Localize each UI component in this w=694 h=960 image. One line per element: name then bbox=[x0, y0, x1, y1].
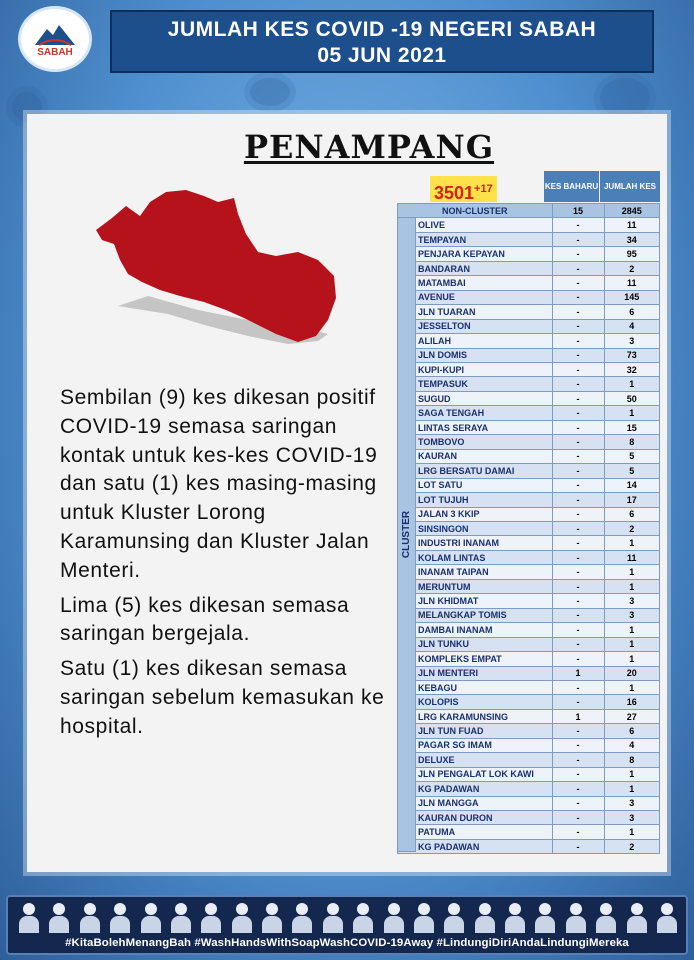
kes-baharu: - bbox=[552, 478, 604, 492]
table-row bbox=[398, 709, 660, 723]
kes-baharu: - bbox=[552, 334, 604, 348]
jumlah-kes: 1 bbox=[604, 637, 659, 651]
table-row bbox=[398, 406, 660, 420]
table-row bbox=[398, 695, 660, 709]
cluster-name: ALILAH bbox=[398, 334, 553, 348]
cluster-name: JLN PENGALAT LOK KAWI bbox=[398, 767, 553, 781]
cluster-name: PAGAR SG IMAM bbox=[398, 738, 553, 752]
cluster-name: JLN MANGGA bbox=[398, 796, 553, 810]
cluster-name: INANAM TAIPAN bbox=[398, 565, 553, 579]
frontliner-icon bbox=[352, 901, 374, 933]
jumlah-kes: 8 bbox=[604, 435, 659, 449]
table-row bbox=[398, 521, 660, 535]
cluster-name: KAURAN DURON bbox=[398, 811, 553, 825]
table-row bbox=[398, 218, 660, 232]
frontliner-icon bbox=[48, 901, 70, 933]
kes-baharu: - bbox=[552, 305, 604, 319]
district-map bbox=[88, 186, 348, 356]
jumlah-kes: 3 bbox=[604, 594, 659, 608]
frontliner-icon bbox=[231, 901, 253, 933]
table-row bbox=[398, 420, 660, 434]
table-row bbox=[398, 652, 660, 666]
table-row bbox=[398, 276, 660, 290]
table-row bbox=[398, 666, 660, 680]
cluster-name: KOLOPIS bbox=[398, 695, 553, 709]
jumlah-kes: 2 bbox=[604, 261, 659, 275]
jumlah-kes: 1 bbox=[604, 652, 659, 666]
frontliner-icon bbox=[109, 901, 131, 933]
kes-baharu: - bbox=[552, 218, 604, 232]
table-row bbox=[398, 753, 660, 767]
jumlah-kes: 145 bbox=[604, 290, 659, 304]
table-row bbox=[398, 261, 660, 275]
kes-baharu: - bbox=[552, 247, 604, 261]
frontliner-icon bbox=[534, 901, 556, 933]
kes-baharu: - bbox=[552, 724, 604, 738]
total-count: 3501 bbox=[434, 183, 475, 203]
cluster-name: MERUNTUM bbox=[398, 579, 553, 593]
jumlah-kes: 11 bbox=[604, 218, 659, 232]
table-row bbox=[398, 738, 660, 752]
frontliner-icon bbox=[18, 901, 40, 933]
cluster-name: NON-CLUSTER bbox=[398, 204, 553, 218]
mountain-logo-icon bbox=[33, 21, 77, 49]
jumlah-kes: 3 bbox=[604, 811, 659, 825]
jumlah-kes: 2 bbox=[604, 521, 659, 535]
jumlah-kes: 6 bbox=[604, 305, 659, 319]
case-description bbox=[60, 384, 390, 748]
kes-baharu: - bbox=[552, 276, 604, 290]
kes-baharu: - bbox=[552, 420, 604, 434]
table-row bbox=[398, 319, 660, 333]
cluster-side-label bbox=[397, 217, 416, 852]
cluster-name: JALAN 3 KKIP bbox=[398, 507, 553, 521]
cluster-label-text: CLUSTER bbox=[401, 510, 413, 559]
kes-baharu: - bbox=[552, 637, 604, 651]
table-row bbox=[398, 825, 660, 839]
jumlah-kes: 1 bbox=[604, 623, 659, 637]
frontliner-icon bbox=[140, 901, 162, 933]
cluster-name: JLN TUN FUAD bbox=[398, 724, 553, 738]
description-paragraph: Lima (5) kes dikesan semasa saringan bergejala. bbox=[60, 593, 350, 646]
hashtags: #KitaBolehMenangBah #WashHandsWithSoapWashCOVID-19Away #LindungiDiriAndaLindungiMereka bbox=[65, 937, 629, 949]
jumlah-kes: 1 bbox=[604, 579, 659, 593]
kes-baharu: - bbox=[552, 232, 604, 246]
kes-baharu: - bbox=[552, 579, 604, 593]
frontliner-icon bbox=[291, 901, 313, 933]
frontliner-icon bbox=[79, 901, 101, 933]
table-row bbox=[398, 796, 660, 810]
frontliner-icon bbox=[443, 901, 465, 933]
cluster-name: KUPI-KUPI bbox=[398, 362, 553, 376]
header-kes-baharu: KES BAHARU bbox=[544, 171, 599, 202]
jumlah-kes: 17 bbox=[604, 493, 659, 507]
kes-baharu: - bbox=[552, 623, 604, 637]
kes-baharu: 15 bbox=[552, 204, 604, 218]
cluster-name: OLIVE bbox=[398, 218, 553, 232]
jumlah-kes: 20 bbox=[604, 666, 659, 680]
district-title: PENAMPANG bbox=[243, 128, 495, 166]
jumlah-kes: 4 bbox=[604, 319, 659, 333]
jumlah-kes: 6 bbox=[604, 507, 659, 521]
kes-baharu: - bbox=[552, 565, 604, 579]
kes-baharu: - bbox=[552, 348, 604, 362]
frontliner-icon bbox=[413, 901, 435, 933]
jumlah-kes: 14 bbox=[604, 478, 659, 492]
table-row bbox=[398, 362, 660, 376]
table-row bbox=[398, 449, 660, 463]
total-cases-badge bbox=[430, 176, 497, 202]
jumlah-kes: 32 bbox=[604, 362, 659, 376]
frontliner-icon bbox=[595, 901, 617, 933]
table-row bbox=[398, 839, 660, 853]
jumlah-kes: 27 bbox=[604, 709, 659, 723]
header-banner bbox=[110, 10, 654, 73]
table-row bbox=[398, 579, 660, 593]
table-row bbox=[398, 724, 660, 738]
cluster-name: KEBAGU bbox=[398, 680, 553, 694]
frontliner-icon bbox=[565, 901, 587, 933]
kes-baharu: - bbox=[552, 536, 604, 550]
kes-baharu: - bbox=[552, 319, 604, 333]
jumlah-kes: 1 bbox=[604, 767, 659, 781]
cluster-name: JESSELTON bbox=[398, 319, 553, 333]
jumlah-kes: 3 bbox=[604, 796, 659, 810]
table-row bbox=[398, 334, 660, 348]
virus-decoration-icon bbox=[250, 78, 290, 106]
cluster-name: DAMBAI INANAM bbox=[398, 623, 553, 637]
jumlah-kes: 16 bbox=[604, 695, 659, 709]
kes-baharu: - bbox=[552, 406, 604, 420]
table-row bbox=[398, 680, 660, 694]
table-row bbox=[398, 493, 660, 507]
table-row bbox=[398, 348, 660, 362]
table-row bbox=[398, 565, 660, 579]
cluster-name: LRG BERSATU DAMAI bbox=[398, 464, 553, 478]
table-row bbox=[398, 478, 660, 492]
jumlah-kes: 2845 bbox=[604, 204, 659, 218]
table-row bbox=[398, 391, 660, 405]
frontliner-icon bbox=[322, 901, 344, 933]
cluster-table bbox=[397, 203, 660, 854]
jumlah-kes: 6 bbox=[604, 724, 659, 738]
sabah-logo bbox=[18, 6, 92, 72]
cluster-name: MATAMBAI bbox=[398, 276, 553, 290]
cluster-name: LOT SATU bbox=[398, 478, 553, 492]
frontliner-icon bbox=[626, 901, 648, 933]
table-row bbox=[398, 290, 660, 304]
jumlah-kes: 4 bbox=[604, 738, 659, 752]
cluster-name: JLN TUARAN bbox=[398, 305, 553, 319]
cluster-name: TOMBOVO bbox=[398, 435, 553, 449]
cluster-name: KG PADAWAN bbox=[398, 839, 553, 853]
jumlah-kes: 15 bbox=[604, 420, 659, 434]
table-row bbox=[398, 507, 660, 521]
table-row bbox=[398, 435, 660, 449]
cluster-name: KG PADAWAN bbox=[398, 782, 553, 796]
kes-baharu: - bbox=[552, 782, 604, 796]
cluster-name: JLN TUNKU bbox=[398, 637, 553, 651]
table-row bbox=[398, 232, 660, 246]
table-row bbox=[398, 767, 660, 781]
frontliner-icon bbox=[474, 901, 496, 933]
new-cases: +17 bbox=[474, 183, 493, 195]
cluster-name: LOT TUJUH bbox=[398, 493, 553, 507]
frontliner-icon bbox=[261, 901, 283, 933]
jumlah-kes: 73 bbox=[604, 348, 659, 362]
jumlah-kes: 50 bbox=[604, 391, 659, 405]
cluster-name: SUGUD bbox=[398, 391, 553, 405]
kes-baharu: - bbox=[552, 695, 604, 709]
kes-baharu: - bbox=[552, 753, 604, 767]
kes-baharu: - bbox=[552, 290, 604, 304]
kes-baharu: - bbox=[552, 825, 604, 839]
kes-baharu: - bbox=[552, 796, 604, 810]
jumlah-kes: 3 bbox=[604, 608, 659, 622]
table-row bbox=[398, 608, 660, 622]
jumlah-kes: 8 bbox=[604, 753, 659, 767]
jumlah-kes: 5 bbox=[604, 464, 659, 478]
cluster-name: LRG KARAMUNSING bbox=[398, 709, 553, 723]
footer-banner bbox=[6, 895, 688, 955]
logo-text: SABAH bbox=[37, 46, 73, 58]
jumlah-kes: 1 bbox=[604, 565, 659, 579]
jumlah-kes: 2 bbox=[604, 839, 659, 853]
description-paragraph: Sembilan (9) kes dikesan positif COVID-19 semasa saringan kontak untuk kes-kes COVID-19 dan satu (1) kes masing-masing untuk Kluster Lorong Karamunsing dan Kluster Jalan Menteri. bbox=[60, 386, 378, 582]
cluster-name: BANDARAN bbox=[398, 261, 553, 275]
jumlah-kes: 95 bbox=[604, 247, 659, 261]
cluster-name: AVENUE bbox=[398, 290, 553, 304]
kes-baharu: - bbox=[552, 652, 604, 666]
cluster-name: DELUXE bbox=[398, 753, 553, 767]
cluster-name: KOLAM LINTAS bbox=[398, 550, 553, 564]
kes-baharu: - bbox=[552, 550, 604, 564]
jumlah-kes: 34 bbox=[604, 232, 659, 246]
jumlah-kes: 5 bbox=[604, 449, 659, 463]
cluster-name: SINSINGON bbox=[398, 521, 553, 535]
description-paragraph: Satu (1) kes dikesan semasa saringan sebelum kemasukan ke hospital. bbox=[60, 657, 385, 738]
virus-decoration-icon bbox=[600, 78, 650, 118]
kes-baharu: - bbox=[552, 811, 604, 825]
cluster-name: TEMPAYAN bbox=[398, 232, 553, 246]
kes-baharu: - bbox=[552, 435, 604, 449]
kes-baharu: - bbox=[552, 608, 604, 622]
report-date: 05 JUN 2021 bbox=[317, 44, 447, 67]
table-row bbox=[398, 811, 660, 825]
header-jumlah-kes: JUMLAH KES bbox=[600, 171, 660, 202]
table-row bbox=[398, 637, 660, 651]
kes-baharu: 1 bbox=[552, 709, 604, 723]
kes-baharu: - bbox=[552, 680, 604, 694]
jumlah-kes: 11 bbox=[604, 276, 659, 290]
kes-baharu: - bbox=[552, 521, 604, 535]
frontliner-icon bbox=[383, 901, 405, 933]
page-title: JUMLAH KES COVID -19 NEGERI SABAH bbox=[167, 18, 597, 41]
non-cluster-row bbox=[398, 204, 660, 218]
jumlah-kes: 1 bbox=[604, 782, 659, 796]
frontliner-icons bbox=[18, 901, 678, 935]
cluster-name: PENJARA KEPAYAN bbox=[398, 247, 553, 261]
jumlah-kes: 1 bbox=[604, 377, 659, 391]
frontliner-icon bbox=[504, 901, 526, 933]
cluster-name: JLN MENTERI bbox=[398, 666, 553, 680]
cluster-name: KAURAN bbox=[398, 449, 553, 463]
jumlah-kes: 3 bbox=[604, 334, 659, 348]
kes-baharu: - bbox=[552, 738, 604, 752]
table-row bbox=[398, 536, 660, 550]
kes-baharu: - bbox=[552, 594, 604, 608]
table-row bbox=[398, 782, 660, 796]
kes-baharu: - bbox=[552, 507, 604, 521]
cluster-name: JLN KHIDMAT bbox=[398, 594, 553, 608]
table-row bbox=[398, 247, 660, 261]
cluster-name: PATUMA bbox=[398, 825, 553, 839]
jumlah-kes: 1 bbox=[604, 536, 659, 550]
jumlah-kes: 11 bbox=[604, 550, 659, 564]
kes-baharu: 1 bbox=[552, 666, 604, 680]
cluster-name: KOMPLEKS EMPAT bbox=[398, 652, 553, 666]
kes-baharu: - bbox=[552, 391, 604, 405]
cluster-name: INDUSTRI INANAM bbox=[398, 536, 553, 550]
cluster-name: SAGA TENGAH bbox=[398, 406, 553, 420]
jumlah-kes: 1 bbox=[604, 406, 659, 420]
frontliner-icon bbox=[200, 901, 222, 933]
kes-baharu: - bbox=[552, 261, 604, 275]
kes-baharu: - bbox=[552, 493, 604, 507]
cluster-name: LINTAS SERAYA bbox=[398, 420, 553, 434]
table-row bbox=[398, 623, 660, 637]
table-row bbox=[398, 464, 660, 478]
kes-baharu: - bbox=[552, 377, 604, 391]
cluster-name: JLN DOMIS bbox=[398, 348, 553, 362]
kes-baharu: - bbox=[552, 362, 604, 376]
table-row bbox=[398, 305, 660, 319]
frontliner-icon bbox=[170, 901, 192, 933]
jumlah-kes: 1 bbox=[604, 825, 659, 839]
kes-baharu: - bbox=[552, 464, 604, 478]
kes-baharu: - bbox=[552, 449, 604, 463]
cluster-name: TEMPASUK bbox=[398, 377, 553, 391]
table-row bbox=[398, 377, 660, 391]
jumlah-kes: 1 bbox=[604, 680, 659, 694]
kes-baharu: - bbox=[552, 767, 604, 781]
kes-baharu: - bbox=[552, 839, 604, 853]
cluster-name: MELANGKAP TOMIS bbox=[398, 608, 553, 622]
table-row bbox=[398, 550, 660, 564]
frontliner-icon bbox=[656, 901, 678, 933]
table-row bbox=[398, 594, 660, 608]
